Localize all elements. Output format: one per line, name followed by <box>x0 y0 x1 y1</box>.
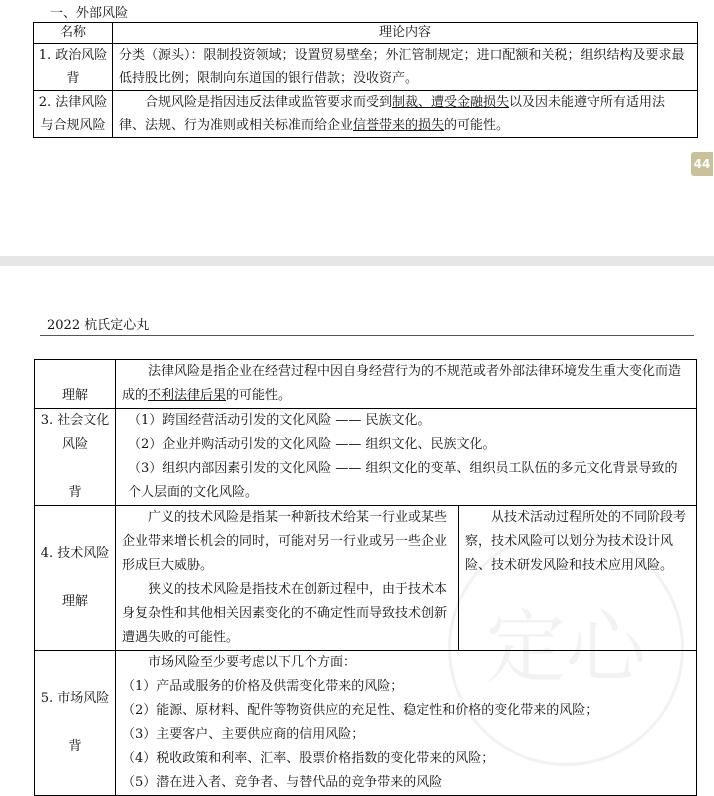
row-name: 理解 <box>35 360 116 409</box>
header-divider <box>40 335 694 336</box>
section-title: 一、外部风险 <box>50 6 129 21</box>
table-row <box>35 409 697 506</box>
external-risk-table <box>33 22 698 138</box>
row-name: 5. 市场风险 背 <box>35 651 116 796</box>
table-row <box>35 360 697 409</box>
row-content: 法律风险是指企业在经营过程中因自身经营行为的不规范或者外部法律环境发生重大变化而造成的不利法律后果的可能性。 <box>116 360 697 409</box>
row-name: 2. 法律风险 与合规风险 <box>34 91 113 138</box>
page-gap <box>0 256 714 266</box>
list-item: （3）组织内部因素引发的文化风险 —— 组织文化的变革、组织员工队伍的多元文化背景导致的个人层面的文化风险。 <box>128 461 678 500</box>
page-number-badge: 44 <box>691 152 713 176</box>
broad-definition: 广义的技术风险是指某一种新技术给某一行业或某些企业带来增长机会的同时，可能对另一行业或另一些企业形成巨大威胁。 <box>122 510 448 573</box>
row-name: 3. 社会文化 风险 背 <box>35 409 116 506</box>
row-content: 合规风险是指因违反法律或监管要求而受到制裁、遭受金融损失以及因未能遵守所有适用法律、法规、行为准则或相关标准而给企业信誉带来的损失的可能性。 <box>113 91 698 138</box>
page-44 <box>0 0 714 256</box>
list-item: （5）潜在进入者、竞争者、与替代品的竞争带来的风险 <box>122 775 443 790</box>
list-item: （3）主要客户、主要供应商的信用风险； <box>122 727 365 742</box>
row-name: 1. 政治风险 背 <box>34 44 113 91</box>
header-name: 名称 <box>34 23 113 44</box>
table-row <box>34 44 698 91</box>
narrow-definition: 狭义的技术风险是指技术在创新过程中，由于技术本身复杂性和其他相关因素变化的不确定性而导致技术创新遭遇失败的可能性。 <box>122 582 448 645</box>
list-item: （2）企业并购活动引发的文化风险 —— 组织文化、民族文化。 <box>128 437 496 452</box>
stage-classification: 从技术活动过程所处的不同阶段考察，技术风险可以划分为技术设计风险、技术研发风险和技术应用风险。 <box>459 506 697 651</box>
page-header: 2022 杭氏定心丸 <box>47 318 150 333</box>
row-content <box>116 409 697 506</box>
watermark-seal: 定心 <box>448 530 684 766</box>
list-item: （1）产品或服务的价格及供需变化带来的风险； <box>122 679 404 694</box>
list-item: （2）能源、原材料、配件等物资供应的充足性、稳定性和价格的变化带来的风险； <box>122 703 599 718</box>
list-item: （4）税收政策和利率、汇率、股票价格指数的变化带来的风险； <box>122 751 495 766</box>
page-45 <box>0 266 714 790</box>
list-item: （1）跨国经营活动引发的文化风险 —— 民族文化。 <box>128 413 431 428</box>
table-header-row <box>34 23 698 44</box>
header-content: 理论内容 <box>113 23 698 44</box>
row-content <box>116 506 459 651</box>
row-content: 市场风险至少要考虑以下几个方面： （1）产品或服务的价格及供需变化带来的风险； （2）能源、原材料、配件等物资供应的充足性、稳定性和价格的变化带来的风险； （3）主要客户、主要供应商的信用风险； （4）税收政策和利率、汇率、股票价格指数的变化带来的风险； （5）潜在进入者、竞争者、与替代品的竞争带来的风险 <box>116 651 697 796</box>
row-name: 4. 技术风险 理解 <box>35 506 116 651</box>
table-row <box>34 91 698 138</box>
row-content: 分类（源头）：限制投资领域；设置贸易壁垒；外汇管制规定；进口配额和关税；组织结构及要求最低持股比例；限制向东道国的银行借款；没收资产。 <box>113 44 698 91</box>
